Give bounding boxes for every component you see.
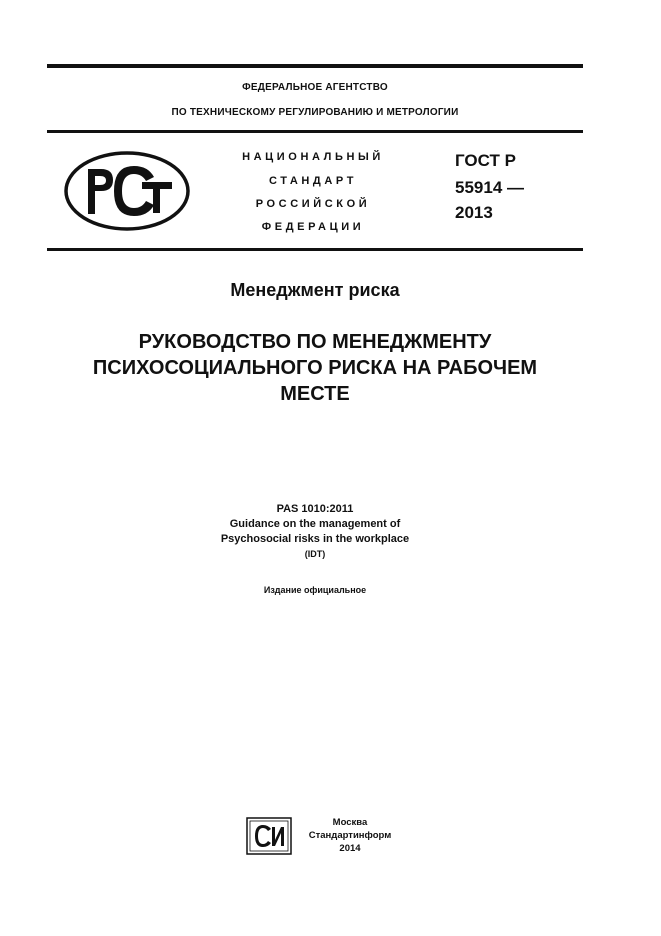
agency-line-2: ПО ТЕХНИЧЕСКОМУ РЕГУЛИРОВАНИЮ И МЕТРОЛОГИИ xyxy=(171,107,459,118)
standartinform-logo-icon xyxy=(246,817,292,855)
top-rule xyxy=(47,64,583,68)
standard-line-1: НАЦИОНАЛЬНЫЙ xyxy=(242,151,384,163)
document-title-line-2: ПСИХОСОЦИАЛЬНОГО РИСКА НА РАБОЧЕМ xyxy=(92,357,538,379)
pas-idt-marker: (IDT) xyxy=(304,549,326,559)
rst-emblem-icon xyxy=(64,151,190,231)
publisher-city: Москва xyxy=(332,817,368,828)
pas-title-line-2: Psychosocial risks in the workplace xyxy=(220,533,410,545)
document-title-line-3: МЕСТЕ xyxy=(280,383,350,405)
standard-line-2: СТАНДАРТ xyxy=(268,175,358,187)
publisher-year: 2014 xyxy=(339,843,361,854)
document-title-line-1: РУКОВОДСТВО ПО МЕНЕДЖМЕНТУ xyxy=(138,331,492,353)
publisher-name: Стандартинформ xyxy=(308,830,392,841)
document-subtitle: Менеджмент риска xyxy=(230,280,400,300)
pas-title-line-1: Guidance on the management of xyxy=(229,518,401,530)
pas-code: PAS 1010:2011 xyxy=(276,503,354,515)
standard-line-4: ФЕДЕРАЦИИ xyxy=(261,221,365,233)
edition-label: Издание официальное xyxy=(263,585,367,595)
agency-line-1: ФЕДЕРАЛЬНОЕ АГЕНТСТВО xyxy=(242,82,388,93)
gost-designation-line-3: 2013 xyxy=(455,203,493,222)
standard-line-3: РОССИЙСКОЙ xyxy=(255,198,371,210)
gost-designation-line-1: ГОСТ Р xyxy=(455,151,516,170)
header-bottom-rule xyxy=(47,248,583,251)
header-rule xyxy=(47,130,583,133)
gost-designation-line-2: 55914 — xyxy=(455,178,524,197)
